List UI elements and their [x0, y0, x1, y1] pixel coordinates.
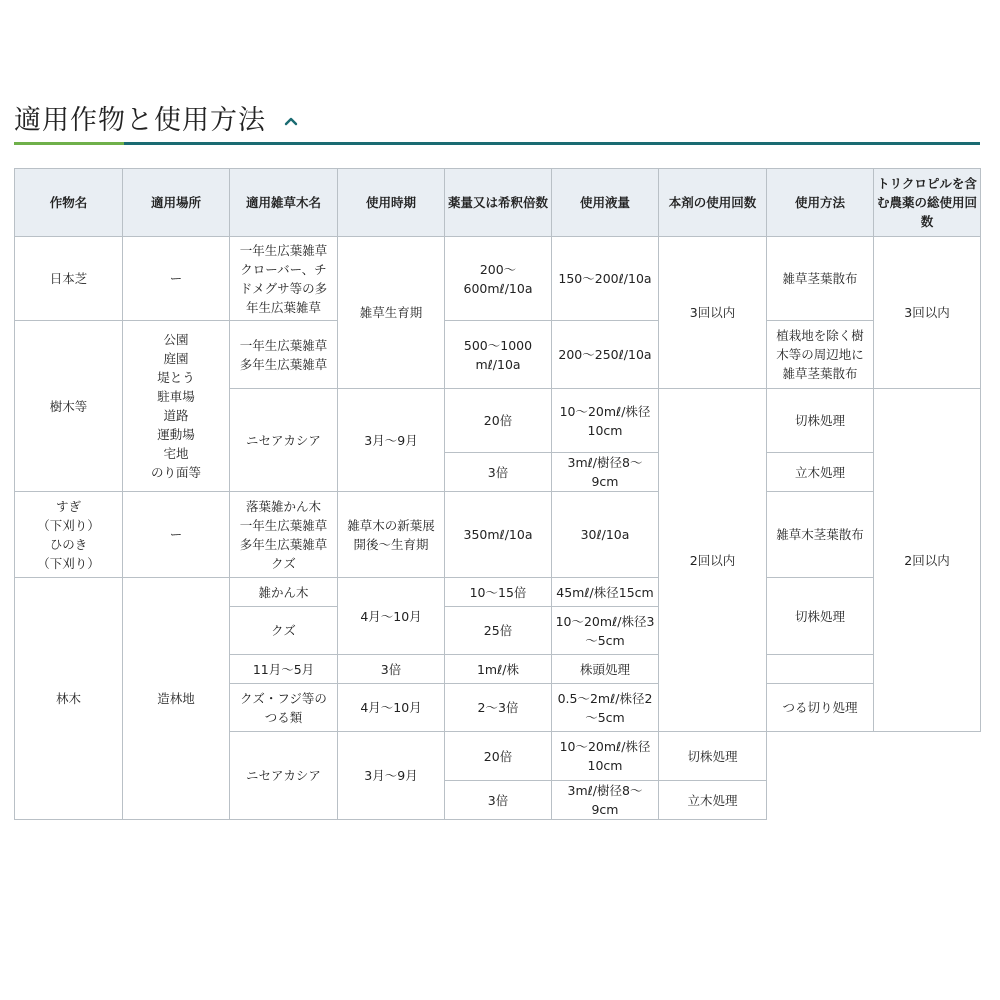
weed-cell: 落葉雑かん木 一年生広葉雑草 多年生広葉雑草 クズ: [230, 492, 338, 578]
total-count-cell: 3回以内: [874, 237, 981, 389]
volume-cell: 0.5～2mℓ/株径2 ～5cm: [552, 684, 659, 732]
table-row: [15, 578, 981, 607]
weed-cell: クズ: [230, 607, 338, 655]
header-cell: 適用場所: [123, 169, 230, 237]
timing-cell: 4月～10月: [338, 684, 445, 732]
volume-cell: 10～20mℓ/株径 10cm: [552, 389, 659, 453]
volume-cell: 30ℓ/10a: [552, 492, 659, 578]
timing-cell: 11月～5月: [230, 655, 338, 684]
weed-cell: 雑かん木: [230, 578, 338, 607]
method-cell: 切株処理: [767, 389, 874, 453]
place-cell: 公園 庭園 堤とう 駐車場 道路 運動場 宅地 のり面等: [123, 321, 230, 492]
method-cell: 立木処理: [659, 781, 767, 820]
timing-cell: 雑草生育期: [338, 237, 445, 389]
chevron-up-icon[interactable]: [284, 116, 298, 126]
timing-cell: 3月～9月: [338, 389, 445, 492]
weed-cell: 一年生広葉雑草 クローバー、チ ドメグサ等の多 年生広葉雑草: [230, 237, 338, 321]
crop-cell: 樹木等: [15, 321, 123, 492]
section-divider-accent: [14, 142, 124, 145]
method-cell: 雑草木茎葉散布: [767, 492, 874, 578]
use-count-cell: 2回以内: [659, 389, 767, 732]
method-cell: 切株処理: [659, 732, 767, 781]
table-row: [15, 321, 981, 389]
use-count-cell: 3回以内: [659, 237, 767, 389]
header-cell: 本剤の使用回数: [659, 169, 767, 237]
volume-cell: 3mℓ/樹径8～9cm: [552, 781, 659, 820]
method-cell: 雑草茎葉散布: [767, 237, 874, 321]
crop-cell: 日本芝: [15, 237, 123, 321]
dose-cell: 20倍: [445, 732, 552, 781]
header-cell: 適用雑草木名: [230, 169, 338, 237]
volume-cell: 45mℓ/株径15cm: [552, 578, 659, 607]
method-cell: つる切り処理: [767, 684, 874, 732]
volume-cell: 3mℓ/樹径8～9cm: [552, 453, 659, 492]
dose-cell: 3倍: [445, 453, 552, 492]
timing-cell: 雑草木の新葉展 開後～生育期: [338, 492, 445, 578]
place-cell: ー: [123, 492, 230, 578]
section-title: 適用作物と使用方法: [14, 105, 266, 136]
volume-cell: 200～250ℓ/10a: [552, 321, 659, 389]
header-row: [15, 169, 981, 237]
header-cell: 使用方法: [767, 169, 874, 237]
header-cell: 薬量又は希釈倍数: [445, 169, 552, 237]
header-cell: 作物名: [15, 169, 123, 237]
weed-cell: クズ・フジ等の つる類: [230, 684, 338, 732]
volume-cell: 10～20mℓ/株径 10cm: [552, 732, 659, 781]
place-cell: ー: [123, 237, 230, 321]
method-cell: 株頭処理: [552, 655, 659, 684]
volume-cell: 1mℓ/株: [445, 655, 552, 684]
total-count-cell: 2回以内: [874, 389, 981, 732]
weed-cell: ニセアカシア: [230, 732, 338, 820]
place-cell: 造林地: [123, 578, 230, 820]
volume-cell: 150～200ℓ/10a: [552, 237, 659, 321]
dose-cell: 350mℓ/10a: [445, 492, 552, 578]
dose-cell: 25倍: [445, 607, 552, 655]
section-divider: [14, 142, 980, 145]
header-cell: 使用液量: [552, 169, 659, 237]
table-row: [15, 237, 981, 321]
timing-cell: 4月～10月: [338, 578, 445, 655]
crop-cell: すぎ （下刈り） ひのき （下刈り）: [15, 492, 123, 578]
method-cell: 植栽地を除く樹 木等の周辺地に 雑草茎葉散布: [767, 321, 874, 389]
timing-cell: 3月～9月: [338, 732, 445, 820]
header-cell: 使用時期: [338, 169, 445, 237]
weed-cell: ニセアカシア: [230, 389, 338, 492]
weed-cell: 一年生広葉雑草 多年生広葉雑草: [230, 321, 338, 389]
method-cell: 立木処理: [767, 453, 874, 492]
header-cell: トリクロピルを含む農薬の総使用回数: [874, 169, 981, 237]
table-row: [15, 492, 981, 578]
dose-cell: 10～15倍: [445, 578, 552, 607]
volume-cell: 10～20mℓ/株径3 ～5cm: [552, 607, 659, 655]
dose-cell: 3倍: [445, 781, 552, 820]
dose-cell: 20倍: [445, 389, 552, 453]
usage-table: [14, 168, 981, 820]
dose-cell: 200～600mℓ/10a: [445, 237, 552, 321]
dose-cell: 2～3倍: [445, 684, 552, 732]
section-heading: [14, 98, 298, 137]
method-cell: 切株処理: [767, 578, 874, 655]
crop-cell: 林木: [15, 578, 123, 820]
dose-cell: 3倍: [338, 655, 445, 684]
dose-cell: 500～1000 mℓ/10a: [445, 321, 552, 389]
